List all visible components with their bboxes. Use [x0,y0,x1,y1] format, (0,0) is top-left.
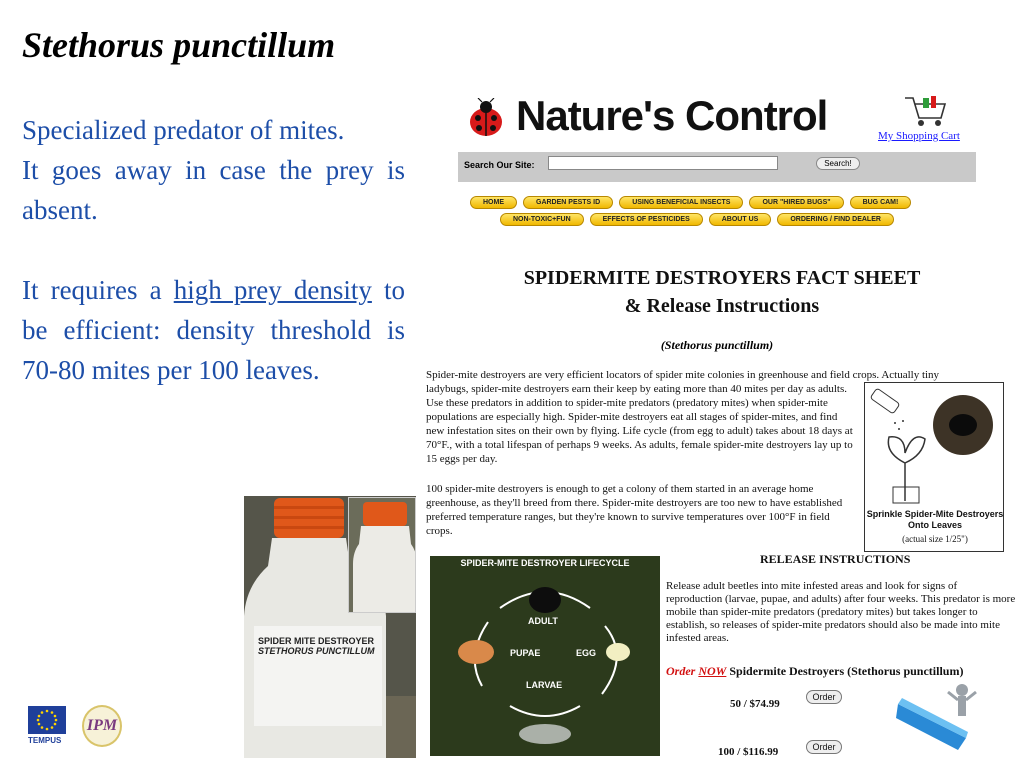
bottle-label [258,636,378,656]
site-search-bar [458,152,976,182]
order-product-name: Spidermite Destroyers (Stethorus punctillum) [726,664,964,678]
fact-sheet-title [420,264,1024,320]
order-now-link[interactable]: NOW [698,664,727,678]
fact-sheet-subtitle: (Stethorus punctillum) [660,338,774,352]
bottle-inset-photo [348,497,416,613]
price-100: 100 / $116.99 [718,746,779,758]
eu-tempus-logo [28,706,68,748]
eu-flag-icon [28,706,66,734]
nav-bug-cam[interactable]: BUG CAM! [850,196,912,209]
nav-home[interactable]: HOME [470,196,517,209]
nav-non-toxic-fun[interactable]: NON-TOXIC+FUN [500,213,584,226]
natures-control-webpage [420,86,1024,766]
nav-row-2 [500,213,894,227]
bottle-label-line-1: SPIDER MITE DESTROYER [258,636,375,646]
nav-our-hired-bugs[interactable]: OUR "HIRED BUGS" [749,196,843,209]
search-input[interactable] [548,156,778,170]
shopping-cart-icon[interactable] [903,94,947,128]
sprinkle-caption: Sprinkle Spider-Mite Destroyers Onto Leaves [866,509,1004,530]
fact-sheet-title-line-1: SPIDERMITE DESTROYERS FACT SHEET [523,267,921,289]
price-50: 50 / $74.99 [730,698,780,710]
nav-garden-pests-id[interactable]: GARDEN PESTS ID [523,196,613,209]
order-word: Order [666,664,696,678]
release-instructions-text: Release adult beetles into mite infested areas and look for signs of reproduction (larvae, pupae, and adults) after four weeks. This predator is more mobile than spider-mite predators (predatory mites) but takes longer to establish, so releases of spider-mite predators should also be made into mite infested areas. [666,580,1016,644]
colony-paragraph: 100 spider-mite destroyers is enough to get a colony of them started in an average home greenhouse, as they'll breed from there. Spider-mite destroyers are too new to have established preferred temperature ranges, but they're known to survive temperatures over 100°F in field crops. [426,483,843,537]
intro-paragraph-rest: ladybugs, spider-mite destroyers earn their keep by eating more than 40 mites per day as adults. Use these predators in addition to spider-mite predators (predatory mites) when spider-mite populations are especially high. Spider-mite destroyers eat all stages of spider-mites, and find new infestation sites on their own by flying. Life cycle (from egg to adult) takes about 18 days at 70°F., with a total lifespan of perhaps 9 weeks. As adults, female spider-mite destroyers lay up to 15 eggs per day. [426,383,853,465]
bottle-label-line-2: STETHORUS PUNCTILLUM [258,646,375,656]
high-prey-density-term: high prey density [173,275,372,305]
order-now-line [666,664,963,679]
lifecycle-egg-label: EGG [576,648,597,658]
order-button-100[interactable]: Order [806,740,842,754]
lifecycle-larvae-label: LARVAE [526,680,563,690]
lifecycle-diagram [430,556,660,756]
site-header [460,94,1020,144]
plant-shaker-illustration [865,383,1005,507]
slide-paragraph-3 [22,270,405,390]
nav-row-1 [470,196,911,210]
lifecycle-adult-label: ADULT [528,616,558,626]
tempus-label: TEMPUS [28,736,62,745]
search-button[interactable]: Search! [816,157,860,170]
my-shopping-cart-link[interactable]: My Shopping Cart [878,130,960,142]
slide-paragraph-2: It goes away in case the prey is absent. [22,155,405,225]
intro-paragraph-first-line: Spider-mite destroyers are very efficient locators of spider mite colonies in greenhouse and field crops. Actually tiny [426,369,940,381]
nav-using-beneficial-insects[interactable]: USING BENEFICIAL INSECTS [619,196,743,209]
lifecycle-pupae-label: PUPAE [510,648,541,658]
slide-p3-start: It requires a [22,275,174,305]
sprinkle-size-note: (actual size 1/25") [902,534,968,544]
ladybug-icon [464,98,508,138]
ipm-logo: IPM [82,705,122,747]
slide-title: Stethorus punctillum [22,25,336,65]
nav-ordering-find-dealer[interactable]: ORDERING / FIND DEALER [777,213,894,226]
sprinkle-illustration [864,382,1004,552]
slide-body [22,110,405,390]
release-instructions-heading: RELEASE INSTRUCTIONS [760,552,911,566]
order-button-50[interactable]: Order [806,690,842,704]
slide-p3-end: to be efficient: density threshold is 70-80 mites per 100 leaves. [22,275,405,385]
slide-paragraph-1: Specialized predator of mites. [22,115,345,145]
lifecycle-title: SPIDER-MITE DESTROYER LIFECYCLE [460,558,630,568]
natures-control-logo: Nature's Control [516,92,828,139]
nav-about-us[interactable]: ABOUT US [709,213,772,226]
blue-figure-clipart-icon [896,682,980,752]
fact-sheet-title-line-2: & Release Instructions [624,295,820,317]
nav-effects-of-pesticides[interactable]: EFFECTS OF PESTICIDES [590,213,703,226]
search-label: Search Our Site: [464,160,535,170]
